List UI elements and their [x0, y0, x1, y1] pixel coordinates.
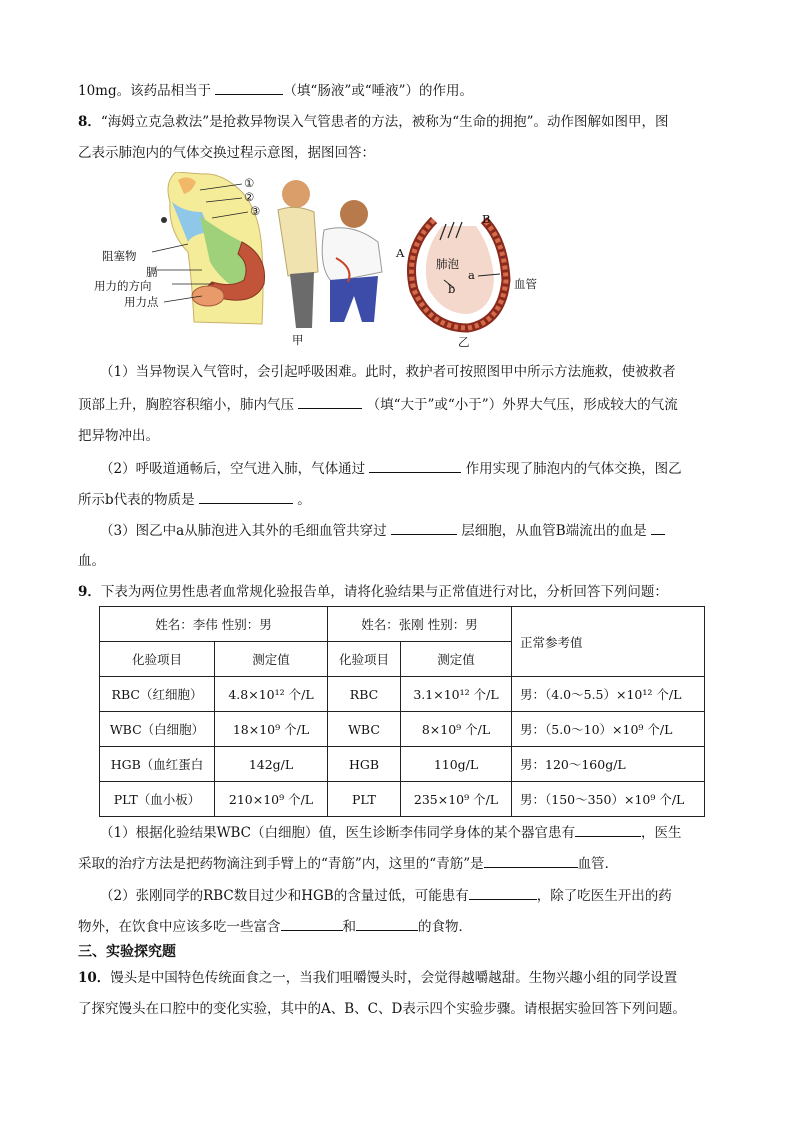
- answer-blank[interactable]: [215, 80, 283, 95]
- reference-header: 正常参考值: [512, 607, 705, 677]
- caption-yi: 乙: [458, 335, 470, 349]
- table-row: [100, 782, 705, 817]
- section-heading: 三、实验探究题: [78, 944, 176, 960]
- cell: WBC（白细胞）: [100, 712, 215, 747]
- q9-sub2-line1: （2）张刚同学的RBC数目过少和HGB的含量过低，可能患有 ，除了吃医生开出的药: [100, 885, 672, 906]
- cell: HGB: [328, 747, 401, 782]
- col-item-1: 化验项目: [100, 642, 215, 677]
- table-row: [100, 712, 705, 747]
- label-B: B: [482, 212, 491, 226]
- q8-stem-line1: 8．“海姆立克急救法”是抢救异物误入气管患者的方法，被称为“生命的拥抱”。动作图解如图甲，图: [78, 114, 669, 130]
- cell: WBC: [328, 712, 401, 747]
- cell: 8×10⁹ 个/L: [401, 712, 512, 747]
- label-force-direction: 用力的方向: [94, 279, 152, 293]
- caption-jia: 甲: [292, 333, 304, 347]
- q8-sub3-line1: （3）图乙中a从肺泡进入其外的毛细血管共穿过 层细胞，从血管B端流出的血是: [100, 520, 665, 541]
- answer-blank[interactable]: [199, 489, 293, 504]
- figure-alveolus: [394, 210, 554, 348]
- label-A: A: [396, 246, 405, 260]
- answer-blank[interactable]: [356, 916, 418, 931]
- label-2: ②: [244, 190, 255, 204]
- col-value-2: 测定值: [401, 642, 512, 677]
- label-diaphragm: 膈: [146, 265, 158, 279]
- table-row: [100, 677, 705, 712]
- q8-sub2-line1: （2）呼吸道通畅后，空气进入肺，气体通过 作用实现了肺泡内的气体交换，图乙: [100, 458, 682, 479]
- q8-sub1-line3: 把异物冲出。: [78, 428, 159, 444]
- q9-sub1-line2: 采取的治疗方法是把药物滴注到手臂上的“青筋”内，这里的“青筋”是 血管．: [78, 853, 618, 874]
- label-alveolus: 肺泡: [436, 257, 459, 271]
- cell: PLT: [328, 782, 401, 817]
- cell: 男：（4.0～5.5）×10¹² 个/L: [512, 677, 705, 712]
- answer-blank[interactable]: [298, 394, 362, 409]
- col-value-1: 测定值: [215, 642, 328, 677]
- label-vessel: 血管: [514, 277, 537, 291]
- cell: PLT（血小板）: [100, 782, 215, 817]
- col-item-2: 化验项目: [328, 642, 401, 677]
- cell: 142g/L: [215, 747, 328, 782]
- q8-sub1-line1: （1）当异物误入气管时，会引起呼吸困难。此时，救护者可按照图甲中所示方法施救，使被救者: [100, 364, 676, 380]
- obstruction-mark: [161, 217, 167, 223]
- cell: 18×10⁹ 个/L: [215, 712, 328, 747]
- label-a: a: [468, 268, 475, 282]
- cell: 110g/L: [401, 747, 512, 782]
- cell: 3.1×10¹² 个/L: [401, 677, 512, 712]
- answer-blank[interactable]: [369, 458, 461, 473]
- answer-blank[interactable]: [484, 853, 578, 868]
- label-force-point: 用力点: [124, 295, 159, 309]
- cell: 男：（5.0～10）×10⁹ 个/L: [512, 712, 705, 747]
- q7-tail: 10mg。该药品相当于 （填“肠液”或“唾液”）的作用。: [78, 80, 473, 101]
- q10-line1: 10．馒头是中国特色传统面食之一，当我们咀嚼馒头时，会觉得越嚼越甜。生物兴趣小组的同学设置: [78, 970, 678, 986]
- q8-stem-line2: 乙表示肺泡内的气体交换过程示意图，据图回答：: [78, 145, 375, 161]
- answer-blank[interactable]: [469, 885, 537, 900]
- answer-blank[interactable]: [391, 520, 457, 535]
- label-1: ①: [244, 176, 255, 190]
- cell: 235×10⁹ 个/L: [401, 782, 512, 817]
- q9-sub2-line2: 物外，在饮食中应该多吃一些富含 和 的食物．: [78, 916, 472, 937]
- label-3: ③: [250, 204, 261, 218]
- cell: 4.8×10¹² 个/L: [215, 677, 328, 712]
- cell: 男：120～160g/L: [512, 747, 705, 782]
- label-b: b: [448, 282, 456, 296]
- q9-stem: 9．下表为两位男性患者血常规化验报告单，请将化验结果与正常值进行对比，分析回答下列问题：: [78, 584, 668, 600]
- cell: 男：（150～350）×10⁹ 个/L: [512, 782, 705, 817]
- answer-blank[interactable]: [281, 916, 343, 931]
- answer-blank[interactable]: [651, 520, 665, 535]
- table-row: [100, 747, 705, 782]
- table-row: [100, 607, 705, 642]
- patient2-header: 姓名：张刚 性别：男: [328, 607, 512, 642]
- cell: 210×10⁹ 个/L: [215, 782, 328, 817]
- q8-sub2-line2: 所示b代表的物质是 。: [78, 489, 311, 510]
- q9-sub1-line1: （1）根据化验结果WBC（白细胞）值，医生诊断李伟同学身体的某个器官患有 ，医生: [100, 822, 681, 843]
- patient1-header: 姓名：李伟 性别：男: [100, 607, 328, 642]
- label-obstruction: 阻塞物: [102, 249, 137, 263]
- blood-test-table: [99, 606, 705, 817]
- q8-sub1-line2: 顶部上升，胸腔容积缩小，肺内气压 （填“大于”或“小于”）外界大气压，形成较大的气流: [78, 394, 678, 415]
- figure-heimlich: [92, 172, 388, 348]
- q10-line2: 了探究馒头在口腔中的变化实验，其中的A、B、C、D表示四个实验步骤。请根据实验回答下列问题。: [78, 1001, 686, 1017]
- answer-blank[interactable]: [575, 822, 641, 837]
- cell: RBC（红细胞）: [100, 677, 215, 712]
- q8-sub3-line2: 血。: [78, 553, 105, 569]
- cell: HGB（血红蛋白: [100, 747, 215, 782]
- cell: RBC: [328, 677, 401, 712]
